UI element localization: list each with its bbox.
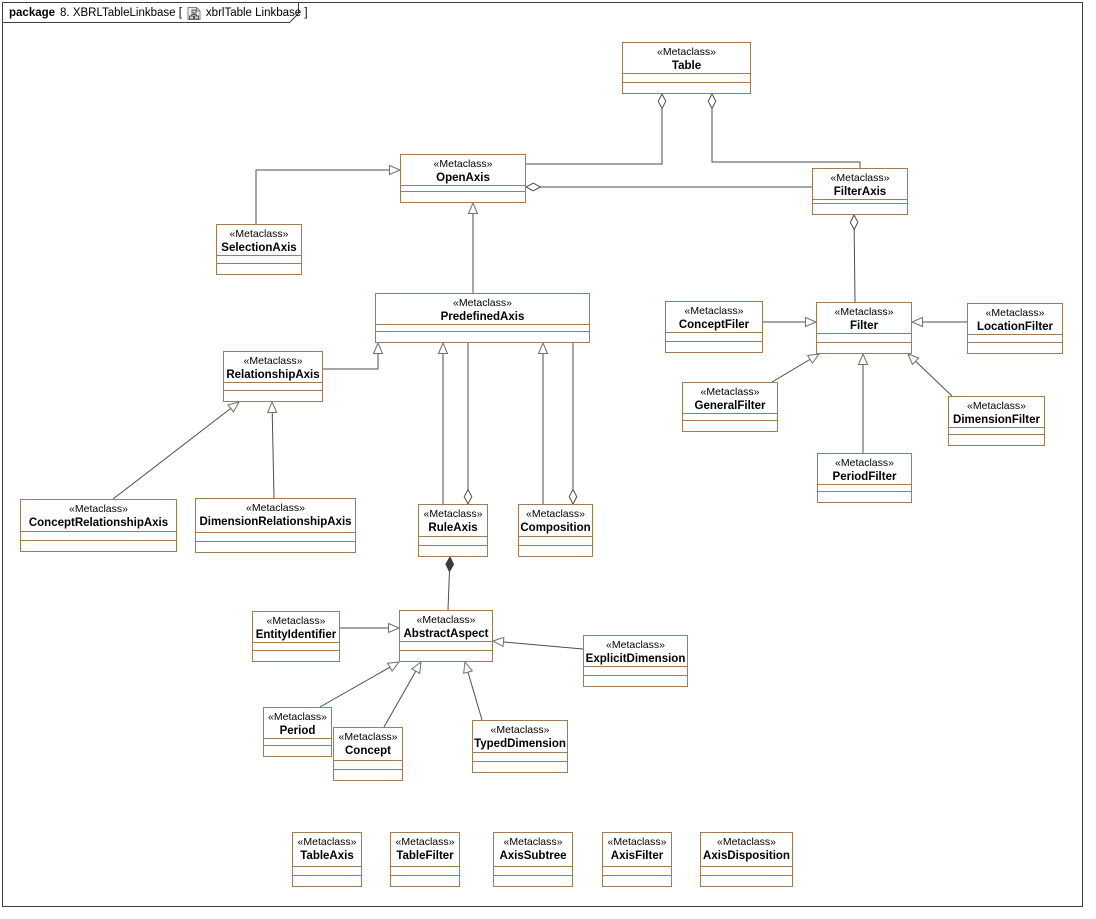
edge-filter-filteraxis: [854, 215, 855, 302]
class-periodfilter[interactable]: [817, 453, 912, 503]
attributes-compartment: [584, 666, 687, 675]
edge-openaxis-table: [526, 94, 662, 164]
operations-compartment: [419, 545, 487, 556]
operations-compartment: [666, 341, 762, 352]
edge-conceptrelationshipaxis-relationshipaxis: [113, 402, 239, 499]
stereotype-label: «Metaclass»: [684, 305, 744, 317]
class-name: ExplicitDimension: [585, 653, 686, 665]
class-name: TableAxis: [300, 850, 354, 862]
operations-compartment: [21, 540, 176, 551]
attributes-compartment: [818, 484, 911, 491]
class-tablefilter[interactable]: [390, 832, 460, 887]
attributes-compartment: [968, 334, 1062, 342]
class-name: TypedDimension: [474, 738, 566, 750]
operations-compartment: [264, 745, 331, 756]
class-name: Table: [671, 60, 702, 72]
operations-compartment: [584, 675, 687, 686]
operations-compartment: [813, 203, 907, 214]
attributes-compartment: [666, 332, 762, 341]
operations-compartment: [217, 263, 301, 274]
frame-diagram-ref: xbrlTable Linkbase ]: [205, 7, 308, 19]
operations-compartment: [817, 342, 911, 353]
diagram-icon: [187, 6, 201, 21]
operations-compartment: [253, 650, 339, 661]
class-dimensionrelationshipaxis[interactable]: [195, 498, 356, 553]
stereotype-label: «Metaclass»: [657, 46, 716, 58]
class-name: ConceptFiler: [678, 319, 750, 331]
stereotype-label: «Metaclass»: [268, 711, 327, 723]
class-name: Composition: [520, 522, 591, 534]
class-selectionaxis[interactable]: [216, 224, 302, 275]
attributes-compartment: [196, 532, 355, 541]
stereotype-label: «Metaclass»: [297, 836, 357, 848]
attributes-compartment: [419, 536, 487, 545]
class-name: Filter: [849, 320, 879, 332]
class-name: DimensionRelationshipAxis: [199, 516, 352, 528]
class-period[interactable]: [263, 707, 332, 757]
operations-compartment: [818, 491, 911, 502]
class-name: DimensionFilter: [953, 414, 1040, 426]
class-entityidentifier[interactable]: [252, 611, 340, 662]
stereotype-label: «Metaclass»: [433, 158, 493, 170]
class-name: FilterAxis: [833, 186, 887, 198]
class-dimensionfilter[interactable]: [948, 396, 1045, 446]
edge-dimensionrelationshipaxis-relationshipaxis: [272, 402, 274, 498]
stereotype-label: «Metaclass»: [606, 639, 665, 651]
operations-compartment: [968, 342, 1062, 353]
operations-compartment: [949, 434, 1044, 445]
attributes-compartment: [683, 413, 777, 420]
operations-compartment: [224, 390, 322, 401]
class-typeddimension[interactable]: [472, 720, 568, 773]
frame-title: 8. XBRLTableLinkbase [: [60, 7, 182, 19]
stereotype-label: «Metaclass»: [69, 503, 128, 515]
attributes-compartment: [391, 866, 459, 875]
class-concept[interactable]: [333, 727, 403, 781]
class-name: SelectionAxis: [221, 242, 297, 254]
stereotype-label: «Metaclass»: [416, 614, 476, 626]
attributes-compartment: [701, 866, 792, 875]
class-name: AxisFilter: [610, 850, 664, 862]
attributes-compartment: [264, 738, 331, 745]
attributes-compartment: [253, 642, 339, 650]
class-tableaxis[interactable]: [292, 832, 362, 887]
edge-relationshipaxis-predefinedaxis: [323, 343, 378, 369]
class-ruleaxis[interactable]: [418, 504, 488, 557]
operations-compartment: [603, 875, 671, 886]
edge-generalfilter-filter: [772, 354, 819, 382]
attributes-compartment: [293, 866, 361, 875]
edge-typeddimension-abstractaspect: [465, 662, 482, 720]
class-name: Period: [279, 725, 316, 737]
edge-filteraxis-table: [712, 94, 860, 168]
class-axisfilter[interactable]: [602, 832, 672, 887]
stereotype-label: «Metaclass»: [503, 836, 563, 848]
attributes-compartment: [224, 382, 322, 390]
stereotype-label: «Metaclass»: [338, 731, 398, 743]
operations-compartment: [519, 545, 592, 556]
attributes-compartment: [21, 531, 176, 540]
stereotype-label: «Metaclass»: [490, 724, 550, 736]
operations-compartment: [293, 875, 361, 886]
stereotype-label: «Metaclass»: [423, 508, 483, 520]
class-generalfilter[interactable]: [682, 382, 778, 432]
operations-compartment: [623, 82, 750, 93]
class-name: PeriodFilter: [832, 471, 897, 483]
class-openaxis[interactable]: [400, 154, 526, 203]
class-filter[interactable]: [816, 302, 912, 354]
stereotype-label: «Metaclass»: [700, 386, 760, 398]
attributes-compartment: [817, 333, 911, 342]
operations-compartment: [376, 331, 589, 342]
attributes-compartment: [473, 752, 567, 761]
class-predefinedaxis[interactable]: [375, 293, 590, 343]
class-name: EntityIdentifier: [255, 629, 337, 641]
class-conceptfiler[interactable]: [665, 301, 763, 353]
class-name: RuleAxis: [428, 522, 478, 534]
stereotype-label: «Metaclass»: [246, 502, 305, 514]
class-abstractaspect[interactable]: [399, 610, 493, 662]
stereotype-label: «Metaclass»: [526, 508, 585, 520]
attributes-compartment: [949, 427, 1044, 434]
edge-selectionaxis-openaxis: [256, 170, 400, 224]
stereotype-label: «Metaclass»: [453, 297, 512, 309]
class-table[interactable]: [622, 42, 751, 94]
class-name: PredefinedAxis: [440, 311, 525, 323]
stereotype-label: «Metaclass»: [834, 306, 894, 318]
class-filteraxis[interactable]: [812, 168, 908, 215]
stereotype-label: «Metaclass»: [835, 457, 894, 469]
class-name: AbstractAspect: [403, 628, 489, 640]
stereotype-label: «Metaclass»: [607, 836, 667, 848]
attributes-compartment: [494, 866, 572, 875]
edge-dimensionfilter-filter: [908, 354, 952, 396]
class-name: LocationFilter: [976, 321, 1054, 333]
class-conceptrelationshipaxis[interactable]: [20, 499, 177, 552]
class-name: Concept: [345, 745, 391, 757]
operations-compartment: [683, 420, 777, 431]
class-composition[interactable]: [518, 504, 593, 557]
operations-compartment: [334, 769, 402, 780]
class-relationshipaxis[interactable]: [223, 351, 323, 402]
class-name: RelationshipAxis: [226, 369, 320, 381]
edge-period-abstractaspect: [320, 662, 399, 707]
stereotype-label: «Metaclass»: [830, 172, 890, 184]
edge-explicitdimension-abstractaspect: [493, 641, 583, 649]
attributes-compartment: [519, 536, 592, 545]
class-name: GeneralFilter: [694, 400, 766, 412]
frame-tab: [9, 5, 308, 21]
operations-compartment: [196, 541, 355, 552]
attributes-compartment: [623, 73, 750, 82]
operations-compartment: [400, 650, 492, 661]
class-name: AxisDisposition: [703, 850, 790, 862]
class-name: AxisSubtree: [499, 850, 567, 862]
class-locationfilter[interactable]: [967, 303, 1063, 354]
class-name: OpenAxis: [436, 172, 490, 184]
attributes-compartment: [400, 641, 492, 650]
frame-kind-label: package: [9, 7, 56, 19]
class-explicitdimension[interactable]: [583, 635, 688, 687]
operations-compartment: [401, 191, 525, 202]
class-axisdisposition[interactable]: [700, 832, 793, 887]
stereotype-label: «Metaclass»: [266, 615, 326, 627]
class-axissubtree[interactable]: [493, 832, 573, 887]
stereotype-label: «Metaclass»: [967, 400, 1026, 412]
operations-compartment: [494, 875, 572, 886]
class-name: TableFilter: [396, 850, 454, 862]
stereotype-label: «Metaclass»: [229, 228, 289, 240]
stereotype-label: «Metaclass»: [717, 836, 776, 848]
attributes-compartment: [334, 760, 402, 769]
operations-compartment: [473, 761, 567, 772]
attributes-compartment: [376, 324, 589, 331]
stereotype-label: «Metaclass»: [243, 355, 303, 367]
edge-concept-abstractaspect: [384, 662, 421, 727]
operations-compartment: [701, 875, 792, 886]
attributes-compartment: [217, 255, 301, 263]
edge-abstractaspect-ruleaxis: [448, 557, 450, 610]
class-name: ConceptRelationshipAxis: [28, 517, 169, 529]
stereotype-label: «Metaclass»: [395, 836, 455, 848]
stereotype-label: «Metaclass»: [985, 307, 1045, 319]
operations-compartment: [391, 875, 459, 886]
attributes-compartment: [603, 866, 671, 875]
